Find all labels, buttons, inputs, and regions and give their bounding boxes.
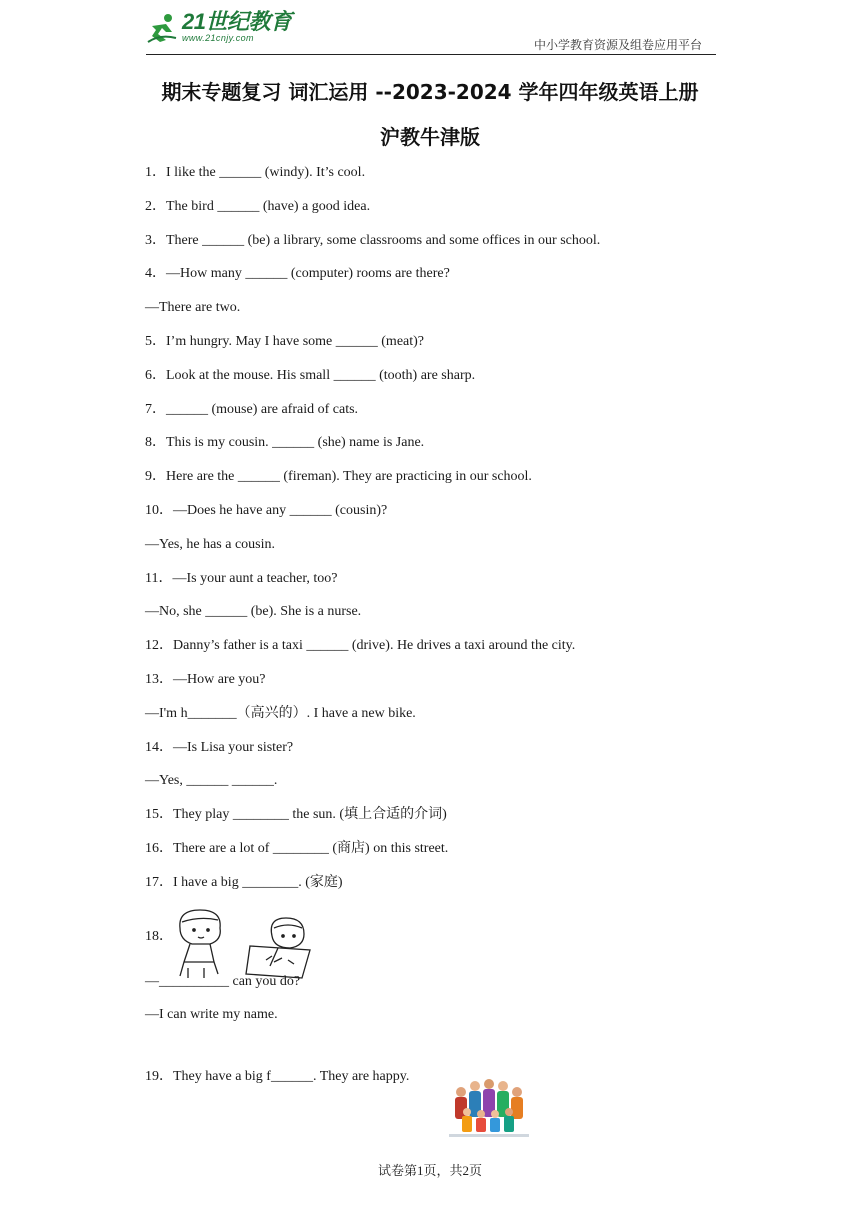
question-line: 12．Danny’s father is a taxi ______ (drive). He drives a taxi around the city.	[145, 638, 576, 654]
question-18-line: —__________ can you do?	[145, 973, 301, 989]
writing-children-illustration	[170, 906, 325, 982]
question-line: 2．The bird ______ (have) a good idea.	[145, 198, 371, 214]
logo-text: 21世纪教育	[182, 9, 292, 34]
platform-name: 中小学教育资源及组卷应用平台	[533, 38, 702, 52]
question-line: 3．There ______ (be) a library, some classrooms and some offices in our school.	[145, 232, 601, 248]
answer-line: —Yes, he has a cousin.	[145, 536, 276, 552]
question-line: 10．—Does he have any ______ (cousin)?	[145, 502, 388, 518]
answer-line: —I can write my name.	[145, 1007, 278, 1023]
page-footer: 试卷第1页，共2页	[377, 1163, 482, 1178]
question-line: 15．They play ________ the sun. (填上合适的介词)	[145, 807, 447, 823]
brand-logo	[146, 9, 292, 46]
family-group-picture	[447, 1072, 531, 1144]
answer-line: —No, she ______ (be). She is a nurse.	[145, 604, 362, 620]
question-line: 6．Look at the mouse. His small ______ (tooth) are sharp.	[145, 367, 476, 383]
question-line: 5．I’m hungry. May I have some ______ (meat)?	[145, 333, 425, 349]
question-line: 9．Here are the ______ (fireman). They are practicing in our school.	[145, 469, 532, 485]
page-header	[146, 10, 716, 56]
question-line: 8．This is my cousin. ______ (she) name is Jane.	[145, 435, 425, 451]
question-18-number: 18．	[145, 928, 173, 944]
page-subtitle: 沪教牛津版	[380, 125, 480, 149]
question-line: 13．—How are you?	[145, 671, 266, 687]
answer-line: —I'm h_______（高兴的）. I have a new bike.	[145, 705, 416, 721]
logo-url: www.21cnjy.com	[182, 33, 254, 43]
question-19-line: 19．They have a big f______. They are happy.	[145, 1069, 410, 1085]
question-line: 11．—Is your aunt a teacher, too?	[145, 570, 338, 586]
question-line: 17．I have a big ________. (家庭)	[145, 874, 343, 890]
page-title: 期末专题复习 词汇运用 --2023-2024 学年四年级英语上册	[161, 80, 699, 104]
question-line: 1．I like the ______ (windy). It’s cool.	[145, 165, 366, 180]
question-line: 7．______ (mouse) are afraid of cats.	[145, 401, 359, 417]
answer-line: —There are two.	[145, 300, 241, 316]
question-line: 4．—How many ______ (computer) rooms are there?	[145, 266, 450, 282]
question-line: 16．There are a lot of ________ (商店) on this street.	[145, 840, 449, 856]
question-line: 14．—Is Lisa your sister?	[145, 739, 294, 755]
answer-line: —Yes, ______ ______.	[145, 773, 278, 789]
runner-logo-icon	[146, 12, 180, 46]
header-divider	[146, 54, 716, 55]
